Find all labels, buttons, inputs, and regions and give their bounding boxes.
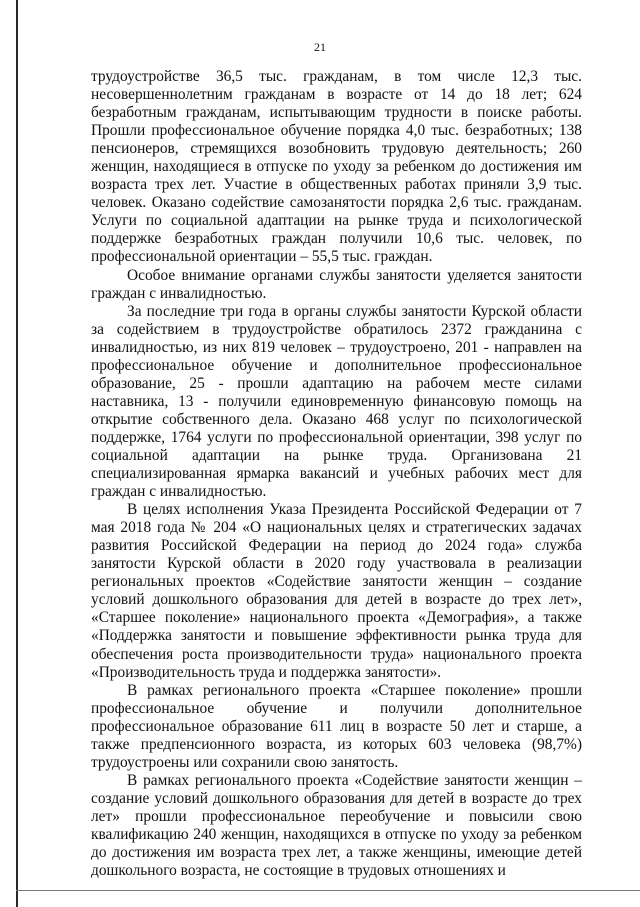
- body-text: [91, 68, 582, 880]
- paragraph-disability-statistics: За последние три года в органы службы занятости Курской области за содействием в трудоустройстве обратилось 2372 гражданина с инвалидностью, из них 819 человек – трудоустроено, 201 - направлен на профессиональное обучение и дополнительное профессиональное образование, 25 - прошли адаптацию на рабочем месте силами наставника, 13 - получили единовременную финансовую помощь на открытие собственного дела. Оказано 468 услуг по психологической поддержке, 1764 услуги по профессиональной ориентации, 398 услуг по социальной адаптации на рынке труда. Организована 21 специализированная ярмарка вакансий и учебных рабочих мест для граждан с инвалидностью.: [91, 302, 582, 501]
- paragraph-older-generation: В рамках регионального проекта «Старшее поколение» прошли профессиональное обучение и получили дополнительное профессиональное образование 611 лиц в возрасте 50 лет и старше, а также предпенсионного возраста, из которых 603 человека (98,7%) трудоустроены или сохранили свою занятость.: [91, 681, 582, 771]
- scan-left-edge: [16, 0, 18, 907]
- scan-bottom-edge: [16, 890, 640, 891]
- paragraph-women-employment: В рамках регионального проекта «Содействие занятости женщин – создание условий дошкольного образования для детей в возрасте до трех лет» прошли профессиональное переобучение и повысили свою квалификацию 240 женщин, находящихся в отпуске по уходу за ребенком до достижения им возраста трех лет, а также женщины, имеющие детей дошкольного возраста, не состоящие в трудовых отношениях и: [91, 771, 582, 880]
- paragraph-employment-summary: трудоустройстве 36,5 тыс. гражданам, в том числе 12,3 тыс. несовершеннолетним гражданам в возрасте от 14 до 18 лет; 624 безработным гражданам, испытывающим трудности в поиске работы. Прошли профессиональное обучение порядка 4,0 тыс. безработных; 138 пенсионеров, стремящихся возобновить трудовую деятельность; 260 женщин, находящиеся в отпуске по уходу за ребенком до достижения им возраста трех лет. Участие в общественных работах приняли 3,9 тыс. человек. Оказано содействие самозанятости порядка 2,6 тыс. гражданам. Услуги по социальной адаптации на рынке труда и психологической поддержке безработных граждан получили 10,6 тыс. человек, по профессиональной ориентации – 55,5 тыс. граждан.: [91, 68, 582, 266]
- paragraph-presidential-decree: В целях исполнения Указа Президента Российской Федерации от 7 мая 2018 года № 204 «О национальных целях и стратегических задачах развития Российской Федерации на период до 2024 года» служба занятости Курской области в 2020 году участвовала в реализации региональных проектов «Содействие занятости женщин – создание условий дошкольного образования для детей в возрасте до трех лет», «Старшее поколение» национального проекта «Демография», а также «Поддержка занятости и повышение эффективности рынка труда для обеспечения роста производительности труда» национального проекта «Производительность труда и поддержка занятости».: [91, 501, 582, 681]
- page-number: 21: [314, 40, 326, 54]
- paragraph-disability-focus: Особое внимание органами службы занятости уделяется занятости граждан с инвалидностью.: [91, 266, 582, 302]
